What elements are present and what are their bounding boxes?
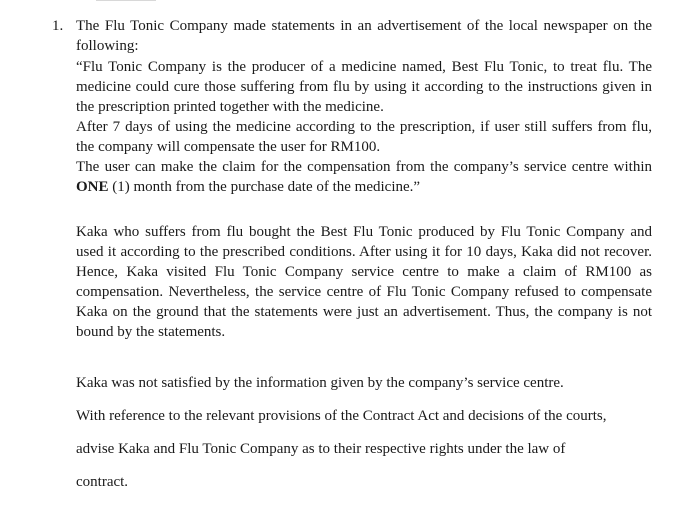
kaka-paragraph: Kaka who suffers from flu bought the Best Flu Tonic produced by Flu Tonic Company and used it according to the prescribed conditions. After using it for 10 days, Kaka did not recover. Hence, Kaka visited Flu Tonic Company service centre to make a claim of RM100 as compensation. Nevertheless, the service centre of Flu Tonic Company refused to compensate Kaka on the ground that the statements were just an advertisement. Thus, the company is not bound by the statements. [76,224,652,340]
task-line-3: advise Kaka and Flu Tonic Company as to their respective rights under the law of [76,441,566,457]
task-line-4: contract. [76,474,129,490]
task-line-1: Kaka was not satisfied by the information given by the company’s service centre. [76,375,564,391]
question-task [76,373,652,505]
quote-paragraph-3 [76,157,652,197]
quote-paragraph-2: After 7 days of using the medicine according to the prescription, if user still suffers from flu, the company will compensate the user for RM100. [76,119,652,155]
quote-paragraph-3-bold: ONE [76,179,109,195]
intro-text: The Flu Tonic Company made statements in an advertisement of the local newspaper on the following: [76,18,652,54]
question-intro [76,16,652,56]
advertisement-quote [76,57,652,197]
quote-paragraph-1: “Flu Tonic Company is the producer of a medicine named, Best Flu Tonic, to treat flu. The medicine could cure those suffering from flu by using it according to the instructions given in the prescription printed together with the medicine. [76,59,652,115]
question-number: 1. [52,18,64,34]
top-divider [96,0,156,1]
kaka-scenario [76,222,652,342]
task-line-2: With reference to the relevant provisions of the Contract Act and decisions of the courts, [76,408,607,424]
quote-paragraph-3-post: (1) month from the purchase date of the medicine.” [108,179,421,195]
quote-paragraph-3-pre: The user can make the claim for the compensation from the company’s service centre within [76,159,652,175]
